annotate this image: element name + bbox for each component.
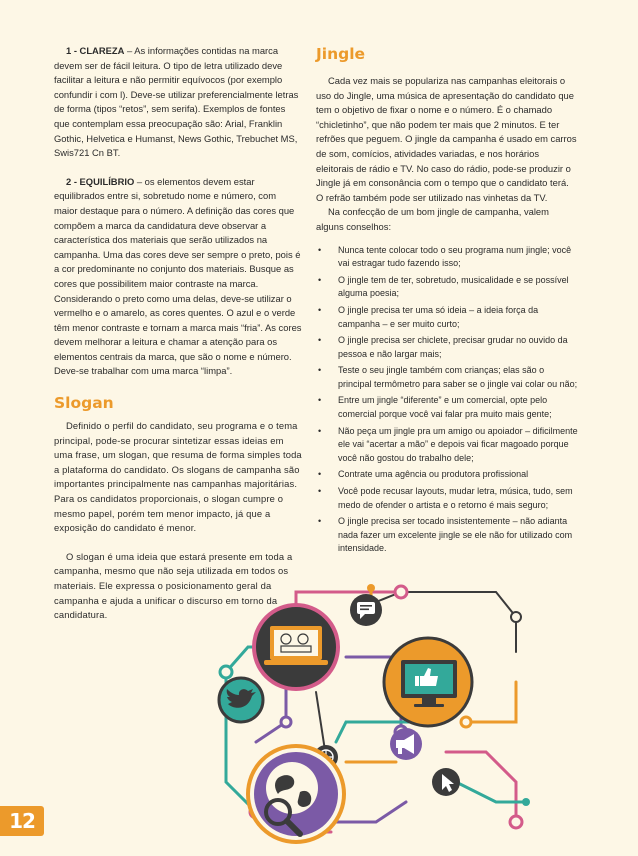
list-item [316, 244, 578, 271]
bullet-icon: • [318, 469, 322, 480]
social-network-illustration [196, 582, 610, 850]
jingle-paragraph-2: Na confecção de um bom jingle de campanha, valem alguns conselhos: [316, 206, 549, 232]
twitter-bird-icon [219, 678, 263, 722]
connector-line [466, 682, 516, 722]
clareza-lead: 1 - CLAREZA [66, 45, 125, 56]
list-item-text: Não peça um jingle pra um amigo ou apoiador – dificilmente ele vai “acertar a mão” e depois vai ficar magoado porque você não gostou do trabalho dele; [338, 425, 578, 463]
list-item-text: Entre um jingle “diferente” e um comercial, opte pelo comercial porque você vai falar pra muito mais gente; [338, 395, 552, 420]
list-item-text: O jingle precisa ser chiclete, precisar grudar no ouvido da pessoa e não largar mais; [338, 335, 568, 359]
list-item [316, 394, 578, 421]
left-column [54, 44, 302, 623]
list-item-text: O jingle precisa ser tocado insistentemente – não adianta nada fazer um excelente jingle se ele não for utilizado com intensidade. [338, 516, 573, 554]
megaphone-icon [390, 728, 422, 760]
bullet-icon: • [318, 395, 322, 406]
list-item [316, 364, 578, 391]
globe-search-icon [248, 746, 344, 842]
equilibrio-paragraph [54, 175, 302, 379]
list-item [316, 274, 578, 301]
list-item [316, 485, 578, 512]
laptop-icon [254, 605, 338, 689]
list-item [316, 425, 578, 466]
jingle-paragraph-1: Cada vez mais se populariza nas campanhas eleitorais o uso do Jingle, uma música de apresentação do candidato que tem o objetivo de fixar o nome e o número. É o chamado “chicletinho”, que não podem ter mais que 2 minutos. E ter refrões que peguem. O jingle da campanha é usado em carros de som, comícios, atividades variadas, e nos horários eleitorais de rádio e TV. No caso do rádio, pode-se produzir o Jingle já em consonância com o tempo que o candidato terá. O refrão também pode ser utilizado nas vinhetas da TV. [316, 75, 577, 203]
list-item-text: Nunca tente colocar todo o seu programa num jingle; você vai estragar tudo fazendo isso; [338, 244, 572, 269]
clareza-paragraph [54, 44, 302, 161]
list-item-text: O jingle precisa ter uma só ideia – a ideia força da campanha – e ser muito curto; [338, 304, 539, 329]
bullet-icon: • [318, 365, 322, 376]
bullet-icon: • [318, 425, 322, 436]
list-item [316, 468, 578, 482]
list-item-text: Teste o seu jingle também com crianças; elas são o principal termômetro para saber se o jingle vai colar ou não; [338, 365, 578, 389]
list-item-text: Contrate uma agência ou produtora profissional [338, 469, 529, 480]
page-number: 12 [0, 806, 44, 836]
bullet-icon: • [318, 244, 322, 255]
slogan-heading: Slogan [54, 394, 114, 413]
jingle-heading: Jingle [316, 45, 366, 63]
equilibrio-text: – os elementos devem estar equilibrados entre si, sobretudo nome e número, com maior destaque para o número. A definição das cores que compõem a marca da candidatura deve observar a característica dos materiais que serão utilizados na campanha. Uma das cores deve ser sempre o preto, pois é a cor predominante no conjunto dos materiais. Busque as cores que possibilitem maior contraste na marca. Considerando o preto como uma delas, deve-se utilizar o vermelho e o amarelo, as cores quentes. O azul e o verde têm menor contraste e tornam a marca mais “fria”. As cores devem melhorar a leitura e chamar a atenção para os elementos centrais da marca, que são o nome e número. Deve-se trabalhar com uma marca “limpa”. [54, 175, 302, 377]
cursor-icon [432, 768, 460, 796]
list-item-text: Você pode recusar layouts, mudar letra, música, tudo, sem medo de ofender o artista e o retorno é mais seguro; [338, 486, 573, 510]
jingle-advice-list [316, 244, 578, 556]
bullet-icon: • [318, 486, 322, 497]
list-item [316, 304, 578, 331]
like-screen-icon [384, 638, 472, 726]
list-item [316, 334, 578, 361]
bullet-icon: • [318, 274, 322, 285]
bullet-icon: • [318, 335, 322, 346]
slogan-paragraph-1: Definido o perfil do candidato, seu programa e o tema principal, pode-se procurar sintetizar essas ideias em uma frase, um slogan, que resuma de forma simples toda a plataforma do candidato. Os slogans de campanha são importantes principalmente nas campanhas majoritárias. Para os candidatos proporcionais, o slogan cumpre o mesmo papel, porém tem menor impacto, já que a exposição do candidato é menor. [54, 420, 302, 534]
equilibrio-lead: 2 - EQUILÍBRIO [66, 175, 135, 187]
slogan-paragraph-2: O slogan é uma ideia que estará presente em toda a campanha, mesmo que não seja utilizada em todos os materiais. Ele expressa o posicionamento geral da campanha e ajuda a unificar o discurso em torno da candidatura. [54, 550, 293, 621]
list-item [316, 515, 578, 556]
right-column [316, 44, 578, 559]
list-item-text: O jingle tem de ter, sobretudo, musicalidade e se possível alguma poesia; [338, 274, 569, 299]
chat-bubble-icon [350, 594, 382, 626]
bullet-icon: • [318, 304, 322, 315]
clareza-text: – As informações contidas na marca devem ser de fácil leitura. O tipo de letra utilizado deve facilitar a leitura e não permitir equívocos (por exemplo confundir i com l). Deve-se utilizar preferencialmente letras de forma (tipos “retos”, sem serifa). Exemplos de fontes que contemplam essa preocupação são: Arial, Franklin Gothic, Helvetica e Humanst, News Gothic, Trebuchet MS, Swis721 Cn BT. [54, 45, 299, 159]
bullet-icon: • [318, 516, 322, 527]
